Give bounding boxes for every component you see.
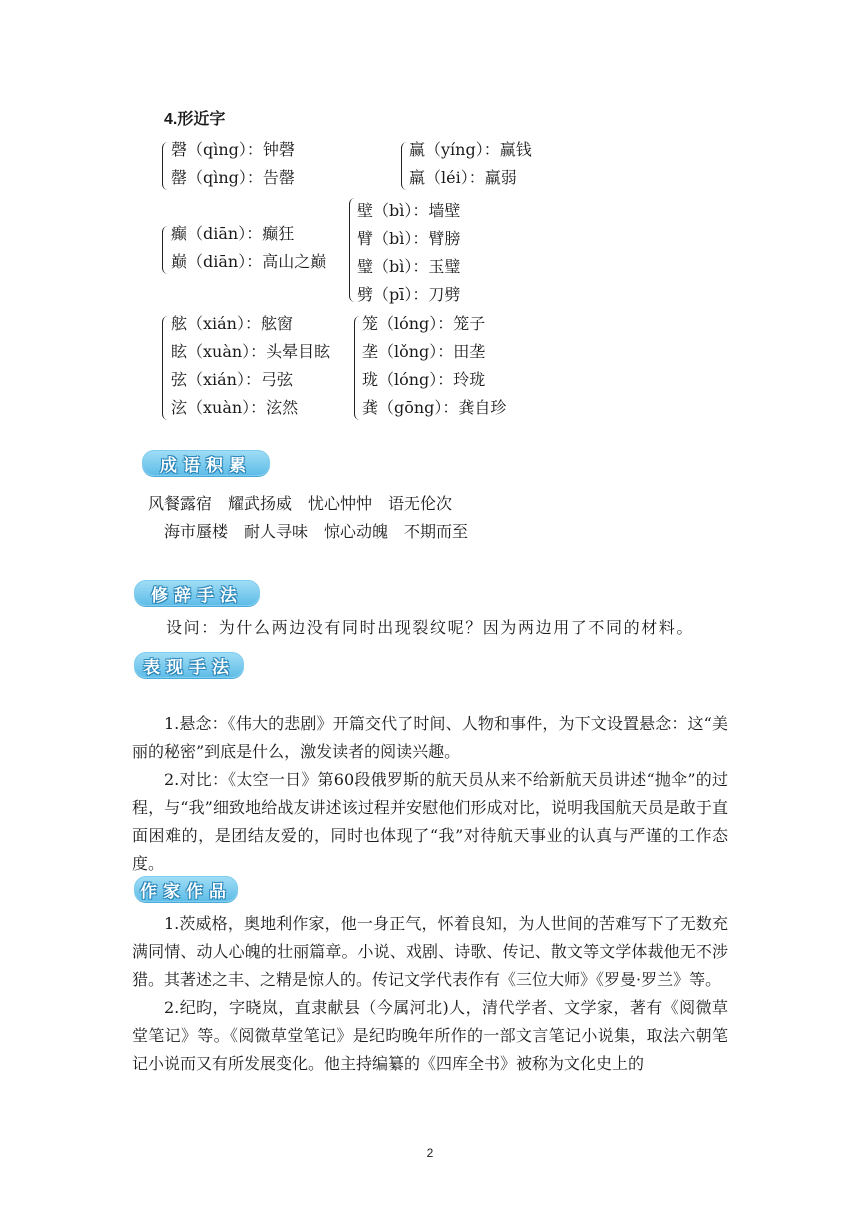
- char-entry: 笼（lóng）：笼子: [362, 314, 486, 333]
- brace: [162, 142, 170, 190]
- char-entry: 泫（xuàn）：泫然: [171, 398, 299, 417]
- author-paragraphs: [132, 910, 728, 1078]
- badge-idioms: 成语积累: [142, 450, 270, 476]
- char-entry: 垄（lǒng）：田垄: [362, 342, 486, 361]
- char-entry: 劈（pī）：刀劈: [357, 285, 461, 304]
- page-number: 2: [426, 1146, 434, 1160]
- expression-paragraphs: [132, 710, 728, 878]
- char-entry: 罄（qìng）：告罄: [171, 168, 295, 187]
- char-entry: 羸（léi）：羸弱: [409, 168, 517, 187]
- brace: [401, 142, 409, 190]
- char-entry: 磬（qìng）：钟磬: [171, 140, 295, 159]
- char-entry: 眩（xuàn）：头晕目眩: [171, 342, 331, 361]
- char-entry: 壁（bì）：墙壁: [357, 201, 461, 220]
- char-entry: 赢（yíng）：赢钱: [409, 140, 532, 159]
- char-entry: 璧（bì）：玉璧: [357, 257, 461, 276]
- paragraph: 1.悬念：《伟大的悲剧》开篇交代了时间、人物和事件，为下文设置悬念：这“美丽的秘密”到底是什么，激发读者的阅读兴趣。: [132, 714, 728, 761]
- char-entry: 弦（xián）：弓弦: [171, 370, 293, 389]
- rhetoric-text: 设问：为什么两边没有同时出现裂纹呢？因为两边用了不同的材料。: [166, 618, 695, 637]
- brace: [354, 316, 362, 420]
- badge-expression: 表现手法: [134, 652, 244, 678]
- char-entry: 臂（bì）：臂膀: [357, 229, 461, 248]
- paragraph: 2.对比：《太空一日》第60段俄罗斯的航天员从来不给新航天员讲述“抛伞”的过程，与“我”细致地给战友讲述该过程并安慰他们形成对比，说明我国航天员是敢于直面困难的，是团结友爱的，同时也体现了“我”对待航天事业的认真与严谨的工作态度。: [132, 770, 728, 873]
- brace: [162, 316, 170, 420]
- idiom-line: 风餐露宿 耀武扬威 忧心忡忡 语无伦次: [148, 494, 453, 513]
- char-entry: 舷（xián）：舷窗: [171, 314, 293, 333]
- paragraph: 2.纪昀，字晓岚，直隶献县（今属河北)人，清代学者、文学家，著有《阅微草堂笔记》等。《阅微草堂笔记》是纪昀晚年所作的一部文言笔记小说集，取法六朝笔记小说而又有所发展变化。他主持编纂的《四库全书》被称为文化史上的: [132, 998, 728, 1073]
- char-entry: 癫（diān）：癫狂: [171, 224, 295, 243]
- section-title-similar-characters: 4.形近字: [164, 111, 226, 128]
- char-entry: 珑（lóng）：玲珑: [362, 370, 486, 389]
- char-entry: 龚（gōng）：龚自珍: [362, 398, 507, 417]
- idiom-line: 海市蜃楼 耐人寻味 惊心动魄 不期而至: [164, 522, 469, 541]
- badge-authors: 作家作品: [134, 876, 238, 902]
- char-entry: 巅（diān）：高山之巅: [171, 252, 327, 271]
- paragraph: 1.茨威格，奥地利作家，他一身正气，怀着良知，为人世间的苦难写下了无数充满同情、动人心魄的壮丽篇章。小说、戏剧、诗歌、传记、散文等文学体裁他无不涉猎。其著述之丰、之精是惊人的。传记文学代表作有《三位大师》《罗曼·罗兰》等。: [132, 914, 728, 989]
- badge-rhetoric: 修辞手法: [134, 580, 260, 606]
- brace: [162, 226, 170, 274]
- brace: [349, 198, 357, 302]
